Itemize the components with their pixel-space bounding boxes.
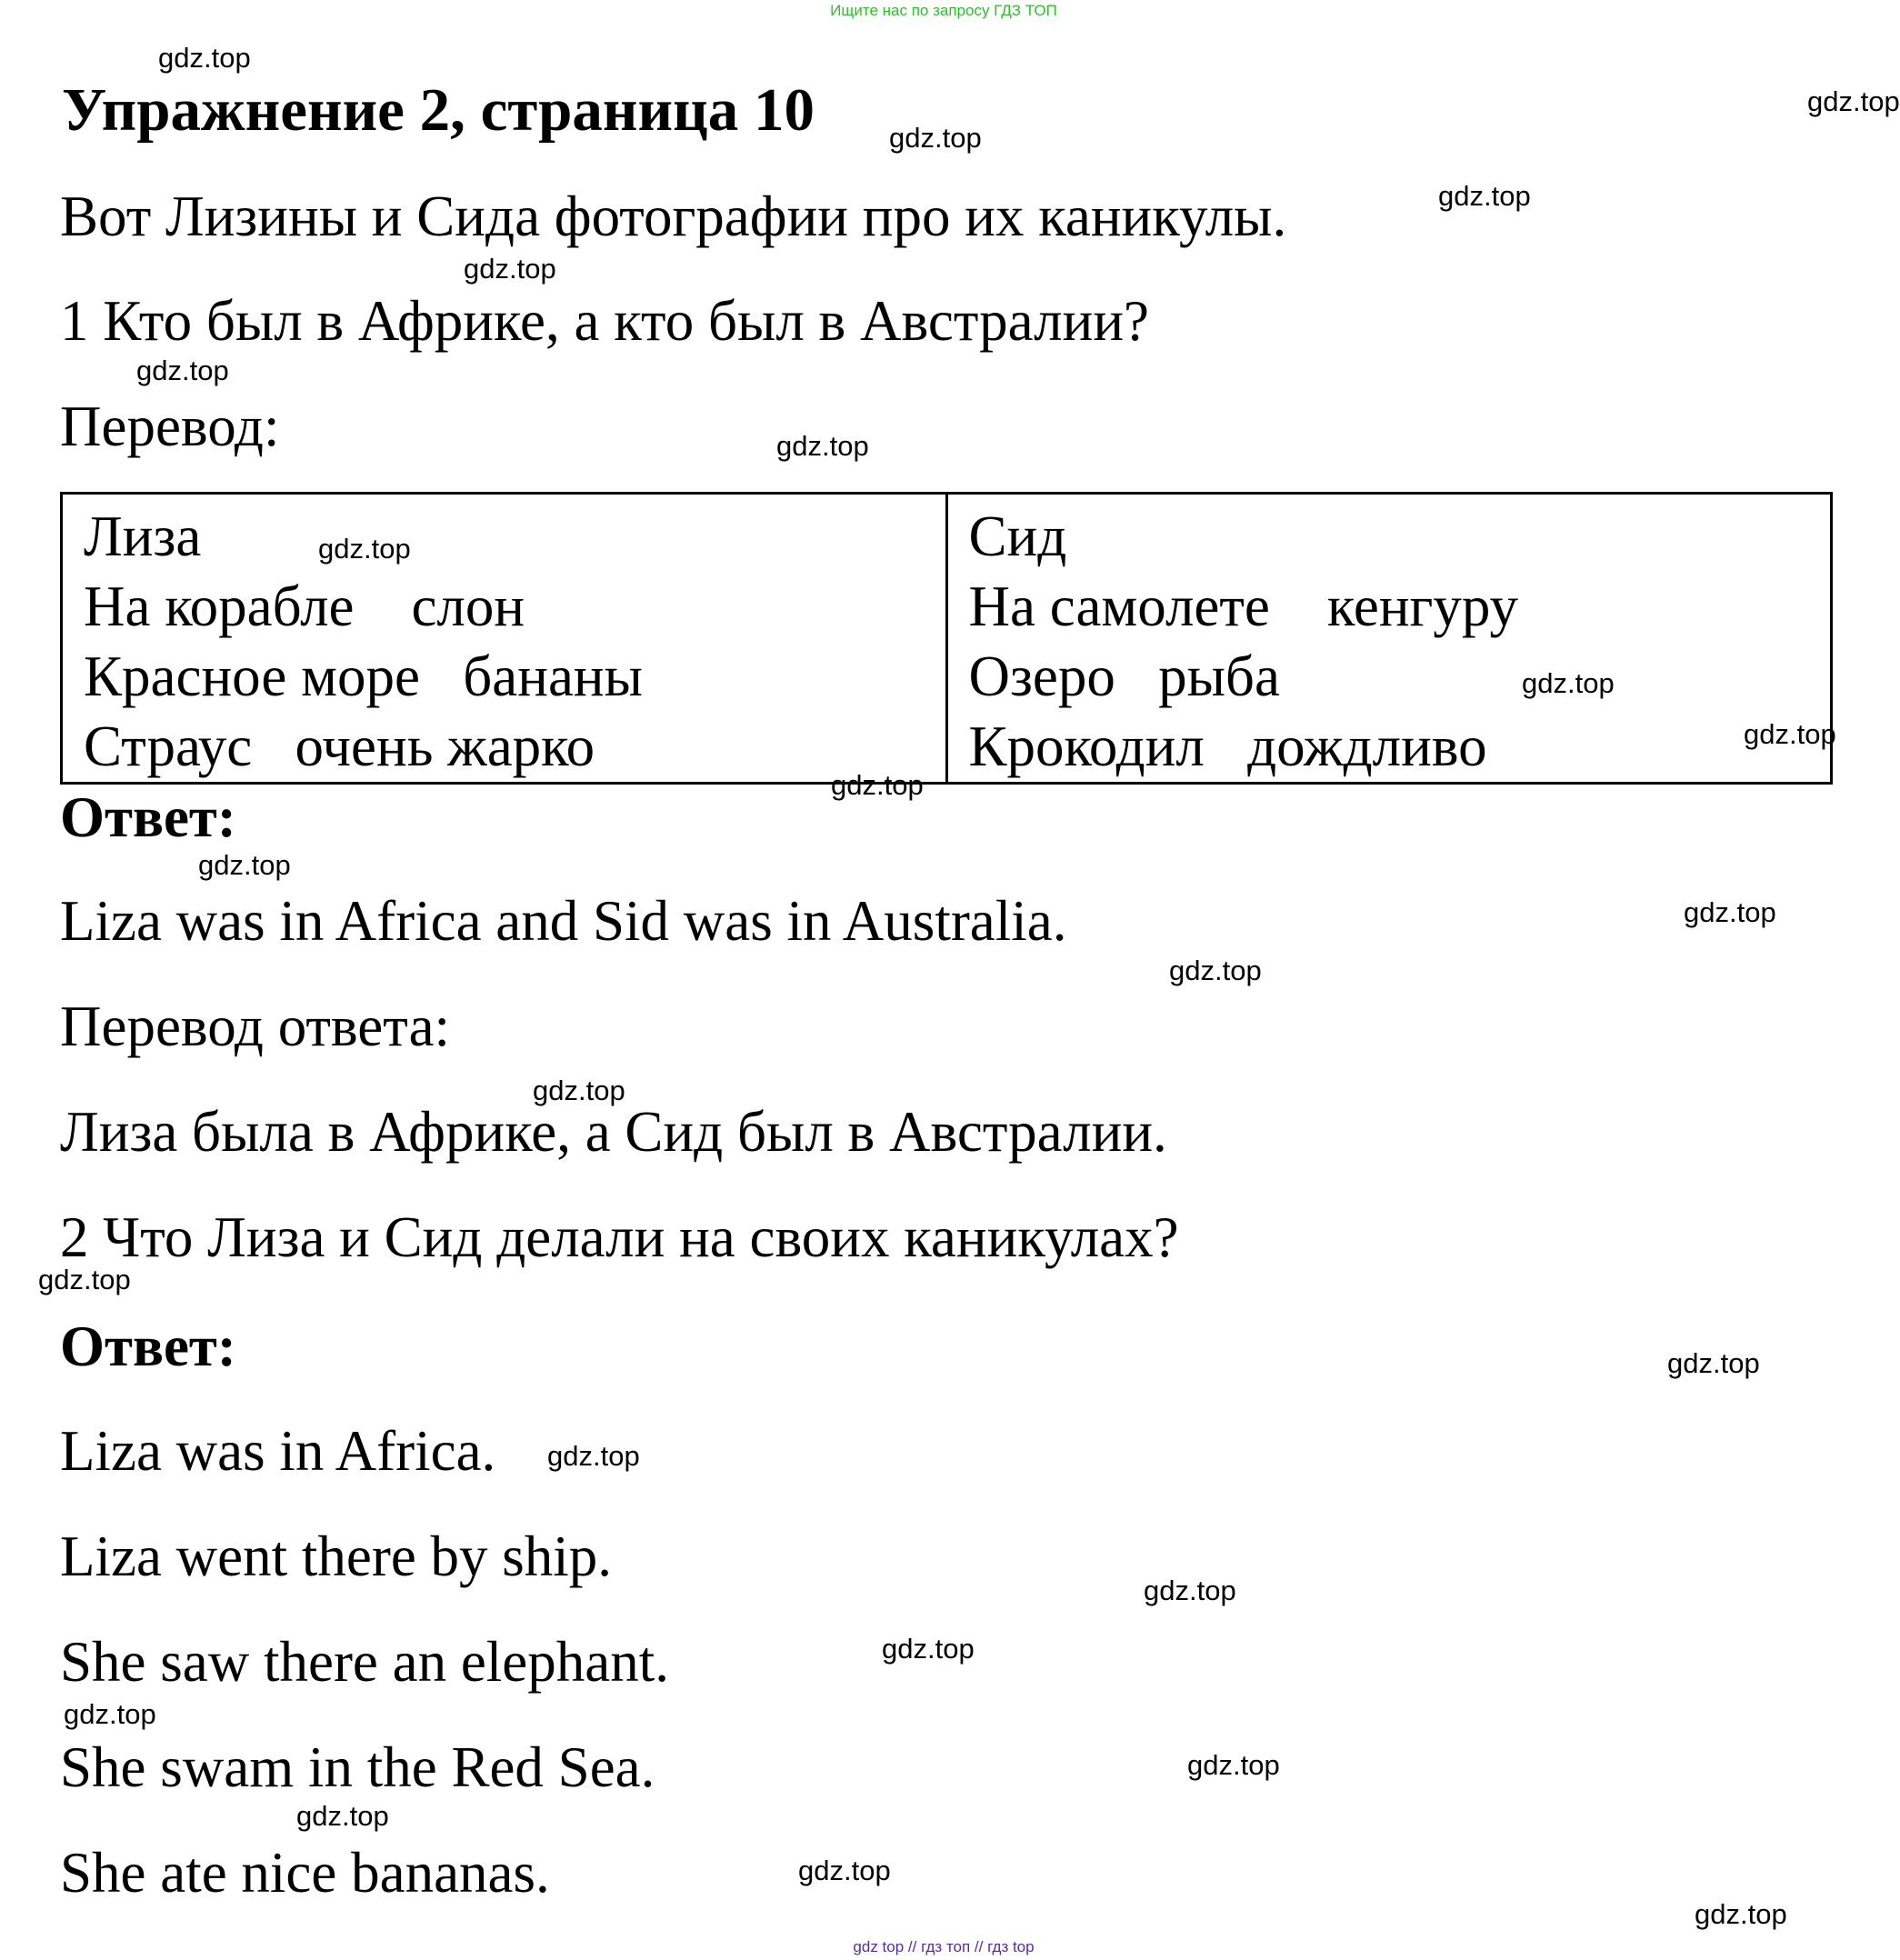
watermark: gdz.top [1667, 1347, 1760, 1379]
answer-2-line: She saw there an elephant. [60, 1630, 669, 1694]
watermark: gdz.top [831, 769, 924, 801]
top-banner: Ищите нас по запросу ГДЗ ТОП [830, 2, 1057, 19]
watermark: gdz.top [889, 122, 982, 154]
table-header-liza: Лиза [84, 505, 202, 568]
watermark: gdz.top [296, 1800, 389, 1832]
table-cell-liza [62, 494, 947, 784]
table-row: Красное море бананы [84, 645, 643, 708]
answer-label-2: Ответ: [60, 1315, 236, 1378]
page-title: Упражнение 2, страница 10 [62, 76, 815, 144]
answer-label-1: Ответ: [60, 785, 236, 849]
answer-2-line: Liza was in Africa. [60, 1419, 496, 1483]
table-row: Крокодил дождливо [968, 715, 1487, 778]
table-row: На самолете кенгуру [968, 575, 1519, 638]
watermark: gdz.top [776, 430, 869, 462]
watermark: gdz.top [1807, 85, 1900, 117]
watermark: gdz.top [136, 355, 229, 386]
watermark: gdz.top [1744, 718, 1836, 750]
watermark: gdz.top [1695, 1898, 1787, 1930]
answer-2-line: She swam in the Red Sea. [60, 1735, 655, 1799]
answer-1-translation: Лиза была в Африке, а Сид был в Австралии. [60, 1100, 1167, 1164]
answer-translation-label: Перевод ответа: [60, 995, 451, 1058]
table-row: На корабле слон [84, 575, 525, 638]
watermark: gdz.top [1684, 896, 1776, 928]
answer-2-line: She ate nice bananas. [60, 1841, 550, 1905]
watermark: gdz.top [64, 1698, 156, 1730]
watermark: gdz.top [318, 533, 411, 565]
intro-text: Вот Лизины и Сида фотографии про их каникулы. [60, 185, 1287, 248]
watermark: gdz.top [198, 849, 291, 881]
question-2: 2 Что Лиза и Сид делали на своих каникулах? [60, 1205, 1179, 1269]
watermark: gdz.top [882, 1633, 975, 1665]
watermark: gdz.top [1187, 1749, 1280, 1781]
watermark: gdz.top [1522, 667, 1615, 699]
table-row: Страус очень жарко [84, 715, 595, 778]
watermark: gdz.top [1169, 955, 1262, 986]
watermark: gdz.top [464, 253, 556, 285]
footer-links: gdz top // гдз топ // гдз top [853, 1938, 1035, 1955]
table-header-sid: Сид [968, 505, 1067, 568]
watermark: gdz.top [798, 1855, 891, 1886]
translation-label: Перевод: [60, 395, 280, 458]
question-1: 1 Кто был в Африке, а кто был в Австралии? [60, 289, 1150, 353]
answer-1: Liza was in Africa and Sid was in Australia. [60, 889, 1067, 953]
watermark: gdz.top [533, 1075, 625, 1106]
table-row: Озеро рыба [968, 645, 1280, 708]
table-cell-sid [946, 494, 1832, 784]
watermark: gdz.top [547, 1440, 640, 1472]
answer-2-line: Liza went there by ship. [60, 1525, 613, 1588]
watermark: gdz.top [158, 42, 251, 74]
watermark: gdz.top [1438, 180, 1531, 212]
watermark: gdz.top [38, 1264, 131, 1295]
watermark: gdz.top [1144, 1575, 1236, 1606]
